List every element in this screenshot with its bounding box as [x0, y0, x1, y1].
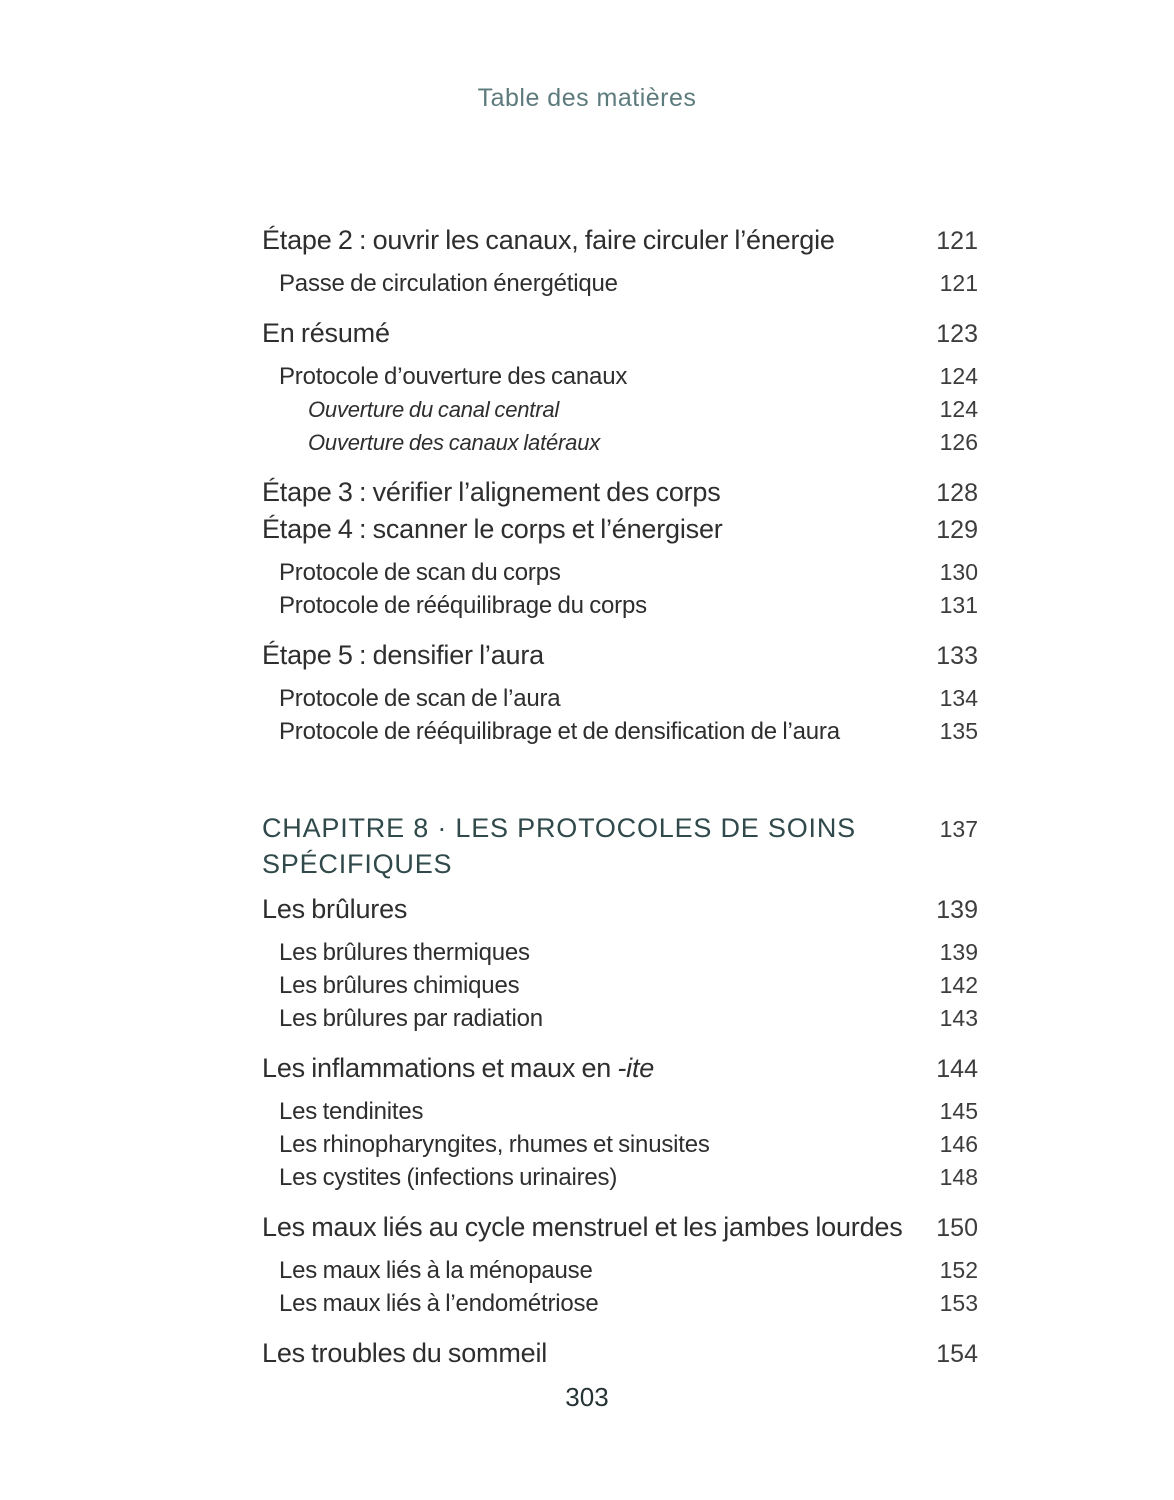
toc-entry-label: Les brûlures par radiation: [279, 1005, 543, 1032]
toc-entry-label-italic: -ite: [617, 1053, 655, 1083]
toc-row: [262, 936, 978, 969]
toc-entry-label: Les cystites (infections urinaires): [279, 1164, 618, 1191]
toc-entry-label: Les maux liés à la ménopause: [279, 1257, 593, 1284]
toc-entry-label: Les inflammations et maux en -ite: [262, 1053, 655, 1083]
toc-entry-page: 129: [936, 516, 978, 544]
toc-entry-page: 131: [939, 592, 978, 618]
toc-entry-label: Les brûlures: [262, 894, 408, 924]
toc-entry-page: 139: [936, 896, 978, 924]
toc-row: [262, 426, 978, 459]
toc-entry-label: Ouverture du canal central: [308, 397, 560, 422]
toc-entry-label: Étape 5 : densifier l’aura: [262, 640, 544, 670]
toc-entry-page: 123: [936, 320, 978, 348]
toc-row: [262, 1287, 978, 1320]
toc-row: [262, 810, 978, 882]
toc-row: [262, 474, 978, 511]
toc-entry-page: 121: [939, 270, 978, 296]
toc-entry-label: Protocole de scan de l’aura: [279, 685, 561, 712]
toc-entry-page: 153: [939, 1290, 978, 1316]
toc-row: [262, 1161, 978, 1194]
toc-entry-page: 148: [939, 1164, 978, 1190]
toc-row: [262, 393, 978, 426]
running-head-title: Table des matières: [477, 84, 697, 112]
toc-entry-label: Les brûlures chimiques: [279, 972, 520, 999]
toc-entry-label: Les maux liés au cycle menstruel et les jambes lourdes: [262, 1212, 903, 1242]
toc-row: [262, 715, 978, 748]
toc-entry-page: 146: [939, 1131, 978, 1157]
toc-row: [262, 556, 978, 589]
toc-row: [262, 1050, 978, 1087]
toc-row: [262, 589, 978, 622]
toc-entry-page: 139: [939, 939, 978, 965]
toc-entry-page: 134: [939, 685, 978, 711]
toc-entry-label: Étape 2 : ouvrir les canaux, faire circuler l’énergie: [262, 225, 835, 255]
toc-entry-page: 124: [939, 396, 978, 422]
toc-entry-page: 130: [939, 559, 978, 585]
toc-row: [262, 267, 978, 300]
toc-entry-page: 152: [939, 1257, 978, 1283]
toc-entry-label: Ouverture des canaux latéraux: [308, 430, 601, 455]
toc-entry-label: Les tendinites: [279, 1098, 424, 1125]
toc-row: [262, 1254, 978, 1287]
page-number: 303: [565, 1382, 609, 1412]
toc-entry-page: 143: [939, 1005, 978, 1031]
toc-entry-page: 137: [939, 816, 978, 842]
toc-row: [262, 1209, 978, 1246]
toc-entry-label: Protocole de rééquilibrage du corps: [279, 592, 647, 619]
toc-entry-label: Protocole de rééquilibrage et de densification de l’aura: [279, 718, 840, 745]
toc-row: [262, 1128, 978, 1161]
toc-entry-page: 145: [939, 1098, 978, 1124]
toc-entry-page: 142: [939, 972, 978, 998]
toc-entry-page: 126: [939, 429, 978, 455]
toc-entry-label: Passe de circulation énergétique: [279, 270, 618, 297]
toc-entry-label: Étape 4 : scanner le corps et l’énergiser: [262, 514, 723, 544]
toc-entry-label: Les brûlures thermiques: [279, 939, 530, 966]
toc-row: [262, 360, 978, 393]
toc-row: [262, 682, 978, 715]
toc-list: [262, 222, 978, 1372]
toc-row: [262, 891, 978, 928]
toc-entry-page: 135: [939, 718, 978, 744]
toc-row: [262, 222, 978, 259]
toc-row: [262, 637, 978, 674]
toc-row: [262, 969, 978, 1002]
toc-entry-page: 121: [936, 227, 978, 255]
toc-entry-label: Les troubles du sommeil: [262, 1338, 548, 1368]
toc-row: [262, 315, 978, 352]
toc-entry-label: Protocole de scan du corps: [279, 559, 561, 586]
toc-row: [262, 1335, 978, 1372]
toc-entry-page: 154: [936, 1340, 978, 1368]
toc-entry-page: 150: [936, 1214, 978, 1242]
toc-row: [262, 1095, 978, 1128]
toc-row: [262, 1002, 978, 1035]
toc-entry-label: En résumé: [262, 318, 390, 348]
toc-entry-label: Les maux liés à l’endométriose: [279, 1290, 599, 1317]
toc-entry-label: Étape 3 : vérifier l’alignement des corps: [262, 477, 721, 507]
toc-entry-page: 124: [939, 363, 978, 389]
toc-entry-label: Protocole d’ouverture des canaux: [279, 363, 628, 390]
toc-entry-page: 133: [936, 642, 978, 670]
toc-entry-label: Les rhinopharyngites, rhumes et sinusites: [279, 1131, 710, 1158]
toc-entry-page: 128: [936, 479, 978, 507]
toc-entry-label: CHAPITRE 8 · LES PROTOCOLES DE SOINS SPÉCIFIQUES: [262, 813, 856, 879]
toc-entry-page: 144: [936, 1055, 978, 1083]
toc-row: [262, 511, 978, 548]
